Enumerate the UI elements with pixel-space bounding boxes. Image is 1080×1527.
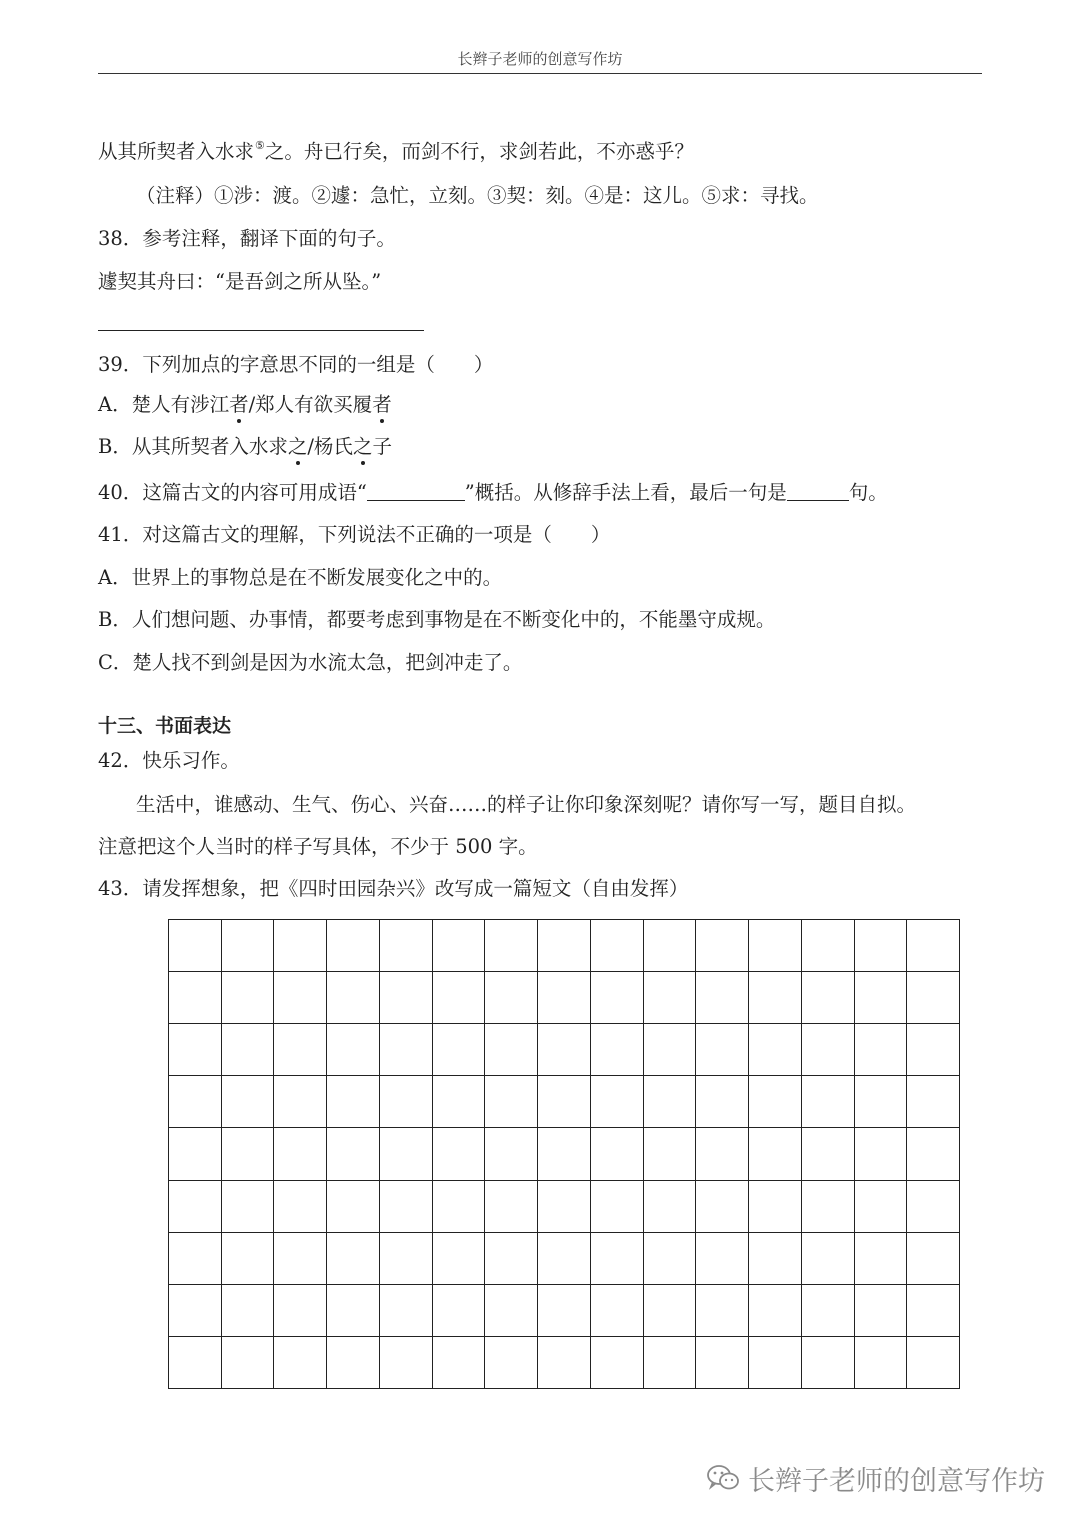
q41-option-b: B．人们想问题、办事情，都要考虑到事物是在不断变化中的，不能墨守成规。 <box>98 608 776 631</box>
grid-cell[interactable] <box>855 920 908 972</box>
grid-cell[interactable] <box>485 972 538 1024</box>
grid-cell[interactable] <box>907 972 960 1024</box>
option-text: A．楚人有涉江 <box>98 393 230 416</box>
grid-cell[interactable] <box>169 1233 222 1285</box>
grid-cell[interactable] <box>855 1024 908 1076</box>
grid-cell[interactable] <box>696 1128 749 1180</box>
grid-cell[interactable] <box>222 972 275 1024</box>
grid-cell[interactable] <box>222 920 275 972</box>
grid-cell[interactable] <box>274 1076 327 1128</box>
grid-cell[interactable] <box>380 1285 433 1337</box>
q42-prompt: 42．快乐习作。 <box>98 749 240 772</box>
grid-cell[interactable] <box>485 1181 538 1233</box>
grid-cell[interactable] <box>696 1181 749 1233</box>
q43-prompt: 43．请发挥想象，把《四时田园杂兴》改写成一篇短文（自由发挥） <box>98 877 689 900</box>
grid-cell[interactable] <box>538 1233 591 1285</box>
grid-cell[interactable] <box>907 920 960 972</box>
grid-cell[interactable] <box>327 1076 380 1128</box>
grid-cell[interactable] <box>433 920 486 972</box>
grid-cell[interactable] <box>802 1285 855 1337</box>
grid-cell[interactable] <box>485 920 538 972</box>
grid-cell[interactable] <box>538 972 591 1024</box>
grid-cell[interactable] <box>696 1024 749 1076</box>
grid-cell[interactable] <box>327 1128 380 1180</box>
grid-cell[interactable] <box>380 1337 433 1389</box>
header-divider <box>98 73 982 74</box>
grid-cell[interactable] <box>802 1337 855 1389</box>
grid-cell[interactable] <box>855 1337 908 1389</box>
grid-cell[interactable] <box>222 1076 275 1128</box>
page-header: 长辫子老师的创意写作坊 <box>457 50 623 68</box>
grid-cell[interactable] <box>802 1024 855 1076</box>
grid-cell[interactable] <box>538 1285 591 1337</box>
option-text: /郑人有欲买履 <box>248 393 373 416</box>
grid-cell[interactable] <box>802 1076 855 1128</box>
q38-prompt: 38．参考注释，翻译下面的句子。 <box>98 227 396 250</box>
grid-cell[interactable] <box>749 1128 802 1180</box>
q42-body: 生活中，谁感动、生气、伤心、兴奋……的样子让你印象深刻呢？请你写一写，题目自拟。 <box>136 793 917 816</box>
grid-cell[interactable] <box>327 1181 380 1233</box>
grid-cell[interactable] <box>644 1128 697 1180</box>
grid-cell[interactable] <box>855 1233 908 1285</box>
grid-cell[interactable] <box>380 920 433 972</box>
q40-text: 句。 <box>848 481 888 504</box>
grid-cell[interactable] <box>485 1285 538 1337</box>
grid-cell[interactable] <box>169 1024 222 1076</box>
q40 <box>98 477 888 505</box>
grid-cell[interactable] <box>274 1128 327 1180</box>
grid-cell[interactable] <box>222 1233 275 1285</box>
grid-cell[interactable] <box>222 1181 275 1233</box>
q39-prompt: 39．下列加点的字意思不同的一组是（ ） <box>98 353 494 376</box>
grid-cell[interactable] <box>433 1285 486 1337</box>
grid-cell[interactable] <box>591 1076 644 1128</box>
grid-cell[interactable] <box>274 1181 327 1233</box>
grid-cell[interactable] <box>644 1181 697 1233</box>
footnote-ref: ⑤ <box>255 139 265 152</box>
option-text: B．从其所契者入水求 <box>98 435 288 458</box>
grid-cell[interactable] <box>591 1024 644 1076</box>
grid-cell[interactable] <box>538 1076 591 1128</box>
grid-cell[interactable] <box>749 1285 802 1337</box>
grid-cell[interactable] <box>644 1337 697 1389</box>
grid-cell[interactable] <box>380 1024 433 1076</box>
grid-cell[interactable] <box>485 1128 538 1180</box>
section-heading: 十三、书面表达 <box>98 715 232 737</box>
grid-cell[interactable] <box>274 1285 327 1337</box>
q38-sentence: 遽契其舟曰：“是吾剑之所从坠。” <box>98 270 382 293</box>
grid-cell[interactable] <box>433 1181 486 1233</box>
grid-cell[interactable] <box>696 1076 749 1128</box>
grid-cell[interactable] <box>380 972 433 1024</box>
grid-cell[interactable] <box>855 1128 908 1180</box>
grid-cell[interactable] <box>433 1076 486 1128</box>
option-text: /杨氏 <box>307 435 353 458</box>
grid-cell[interactable] <box>274 1024 327 1076</box>
grid-cell[interactable] <box>749 1181 802 1233</box>
q41-option-c: C．楚人找不到剑是因为水流太急，把剑冲走了。 <box>98 651 523 674</box>
grid-cell[interactable] <box>591 1233 644 1285</box>
grid-cell[interactable] <box>749 972 802 1024</box>
grid-cell[interactable] <box>327 920 380 972</box>
grid-cell[interactable] <box>749 920 802 972</box>
grid-cell[interactable] <box>538 1181 591 1233</box>
grid-cell[interactable] <box>327 1233 380 1285</box>
dotted-char: 之 <box>353 431 373 459</box>
grid-cell[interactable] <box>907 1128 960 1180</box>
grid-cell[interactable] <box>644 972 697 1024</box>
grid-cell[interactable] <box>591 920 644 972</box>
watermark <box>706 1458 1045 1498</box>
q39-option-a <box>98 389 392 417</box>
grid-cell[interactable] <box>855 972 908 1024</box>
grid-cell[interactable] <box>538 1337 591 1389</box>
grid-cell[interactable] <box>380 1181 433 1233</box>
grid-cell[interactable] <box>433 972 486 1024</box>
grid-cell[interactable] <box>749 1076 802 1128</box>
passage-text: 从其所契者入水求 <box>98 140 255 163</box>
grid-cell[interactable] <box>591 1128 644 1180</box>
q38-answer-line[interactable] <box>98 330 424 331</box>
grid-cell[interactable] <box>327 1024 380 1076</box>
grid-cell[interactable] <box>433 1337 486 1389</box>
grid-cell[interactable] <box>485 1024 538 1076</box>
grid-cell[interactable] <box>644 920 697 972</box>
grid-cell[interactable] <box>696 1233 749 1285</box>
grid-cell[interactable] <box>907 1024 960 1076</box>
grid-cell[interactable] <box>696 920 749 972</box>
grid-cell[interactable] <box>644 1024 697 1076</box>
grid-cell[interactable] <box>433 1233 486 1285</box>
grid-cell[interactable] <box>591 1337 644 1389</box>
q40-rhetoric-blank[interactable] <box>787 482 849 501</box>
grid-cell[interactable] <box>222 1285 275 1337</box>
grid-cell[interactable] <box>222 1128 275 1180</box>
grid-cell[interactable] <box>327 1337 380 1389</box>
q41-prompt: 41．对这篇古文的理解，下列说法不正确的一项是（ ） <box>98 523 611 546</box>
grid-cell[interactable] <box>327 1285 380 1337</box>
grid-cell[interactable] <box>749 1024 802 1076</box>
grid-cell[interactable] <box>485 1233 538 1285</box>
option-text: 子 <box>372 435 392 458</box>
grid-cell[interactable] <box>274 920 327 972</box>
grid-cell[interactable] <box>169 1285 222 1337</box>
grid-cell[interactable] <box>855 1285 908 1337</box>
grid-cell[interactable] <box>802 920 855 972</box>
grid-cell[interactable] <box>907 1285 960 1337</box>
q40-text: 40．这篇古文的内容可用成语“ <box>98 481 367 504</box>
wechat-icon <box>706 1463 740 1493</box>
grid-cell[interactable] <box>907 1181 960 1233</box>
grid-cell[interactable] <box>907 1337 960 1389</box>
grid-cell[interactable] <box>222 1337 275 1389</box>
grid-cell[interactable] <box>485 1337 538 1389</box>
grid-cell[interactable] <box>907 1233 960 1285</box>
grid-cell[interactable] <box>855 1076 908 1128</box>
grid-cell[interactable] <box>538 1128 591 1180</box>
grid-cell[interactable] <box>644 1233 697 1285</box>
passage-notes: （注释）①涉：渡。②遽：急忙，立刻。③契：刻。④是：这儿。⑤求：寻找。 <box>136 184 819 207</box>
grid-cell[interactable] <box>802 972 855 1024</box>
grid-cell[interactable] <box>380 1076 433 1128</box>
grid-cell[interactable] <box>644 1076 697 1128</box>
q40-idiom-blank[interactable] <box>367 482 465 501</box>
grid-cell[interactable] <box>749 1337 802 1389</box>
passage-text-cont: 之。舟已行矣，而剑不行，求剑若此，不亦惑乎？ <box>264 140 694 163</box>
grid-cell[interactable] <box>169 1128 222 1180</box>
grid-cell[interactable] <box>274 972 327 1024</box>
grid-cell[interactable] <box>644 1285 697 1337</box>
grid-cell[interactable] <box>538 920 591 972</box>
grid-cell[interactable] <box>222 1024 275 1076</box>
grid-cell[interactable] <box>327 972 380 1024</box>
grid-cell[interactable] <box>907 1076 960 1128</box>
grid-cell[interactable] <box>433 1024 486 1076</box>
dotted-char: 之 <box>288 431 308 459</box>
grid-cell[interactable] <box>380 1233 433 1285</box>
grid-cell[interactable] <box>855 1181 908 1233</box>
grid-cell[interactable] <box>802 1181 855 1233</box>
writing-grid[interactable] <box>168 919 960 1389</box>
grid-cell[interactable] <box>274 1233 327 1285</box>
q41-option-a: A．世界上的事物总是在不断发展变化之中的。 <box>98 566 503 589</box>
dotted-char: 者 <box>372 389 392 417</box>
q42-body-cont: 注意把这个人当时的样子写具体，不少于 500 字。 <box>98 835 538 858</box>
grid-cell[interactable] <box>169 920 222 972</box>
grid-cell[interactable] <box>591 972 644 1024</box>
grid-cell[interactable] <box>538 1024 591 1076</box>
grid-cell[interactable] <box>169 1337 222 1389</box>
passage-line <box>98 136 694 164</box>
grid-cell[interactable] <box>485 1076 538 1128</box>
grid-cell[interactable] <box>380 1128 433 1180</box>
grid-cell[interactable] <box>274 1337 327 1389</box>
grid-cell[interactable] <box>696 1337 749 1389</box>
grid-cell[interactable] <box>169 1076 222 1128</box>
q40-text: ”概括。从修辞手法上看，最后一句是 <box>464 481 787 504</box>
grid-cell[interactable] <box>749 1233 802 1285</box>
grid-cell[interactable] <box>433 1128 486 1180</box>
grid-cell[interactable] <box>169 972 222 1024</box>
grid-cell[interactable] <box>696 972 749 1024</box>
grid-cell[interactable] <box>169 1181 222 1233</box>
grid-cell[interactable] <box>802 1233 855 1285</box>
grid-cell[interactable] <box>591 1285 644 1337</box>
grid-cell[interactable] <box>802 1128 855 1180</box>
grid-cell[interactable] <box>696 1285 749 1337</box>
q39-option-b <box>98 431 392 459</box>
dotted-char: 者 <box>229 389 249 417</box>
grid-cell[interactable] <box>591 1181 644 1233</box>
watermark-text: 长辫子老师的创意写作坊 <box>748 1465 1045 1497</box>
